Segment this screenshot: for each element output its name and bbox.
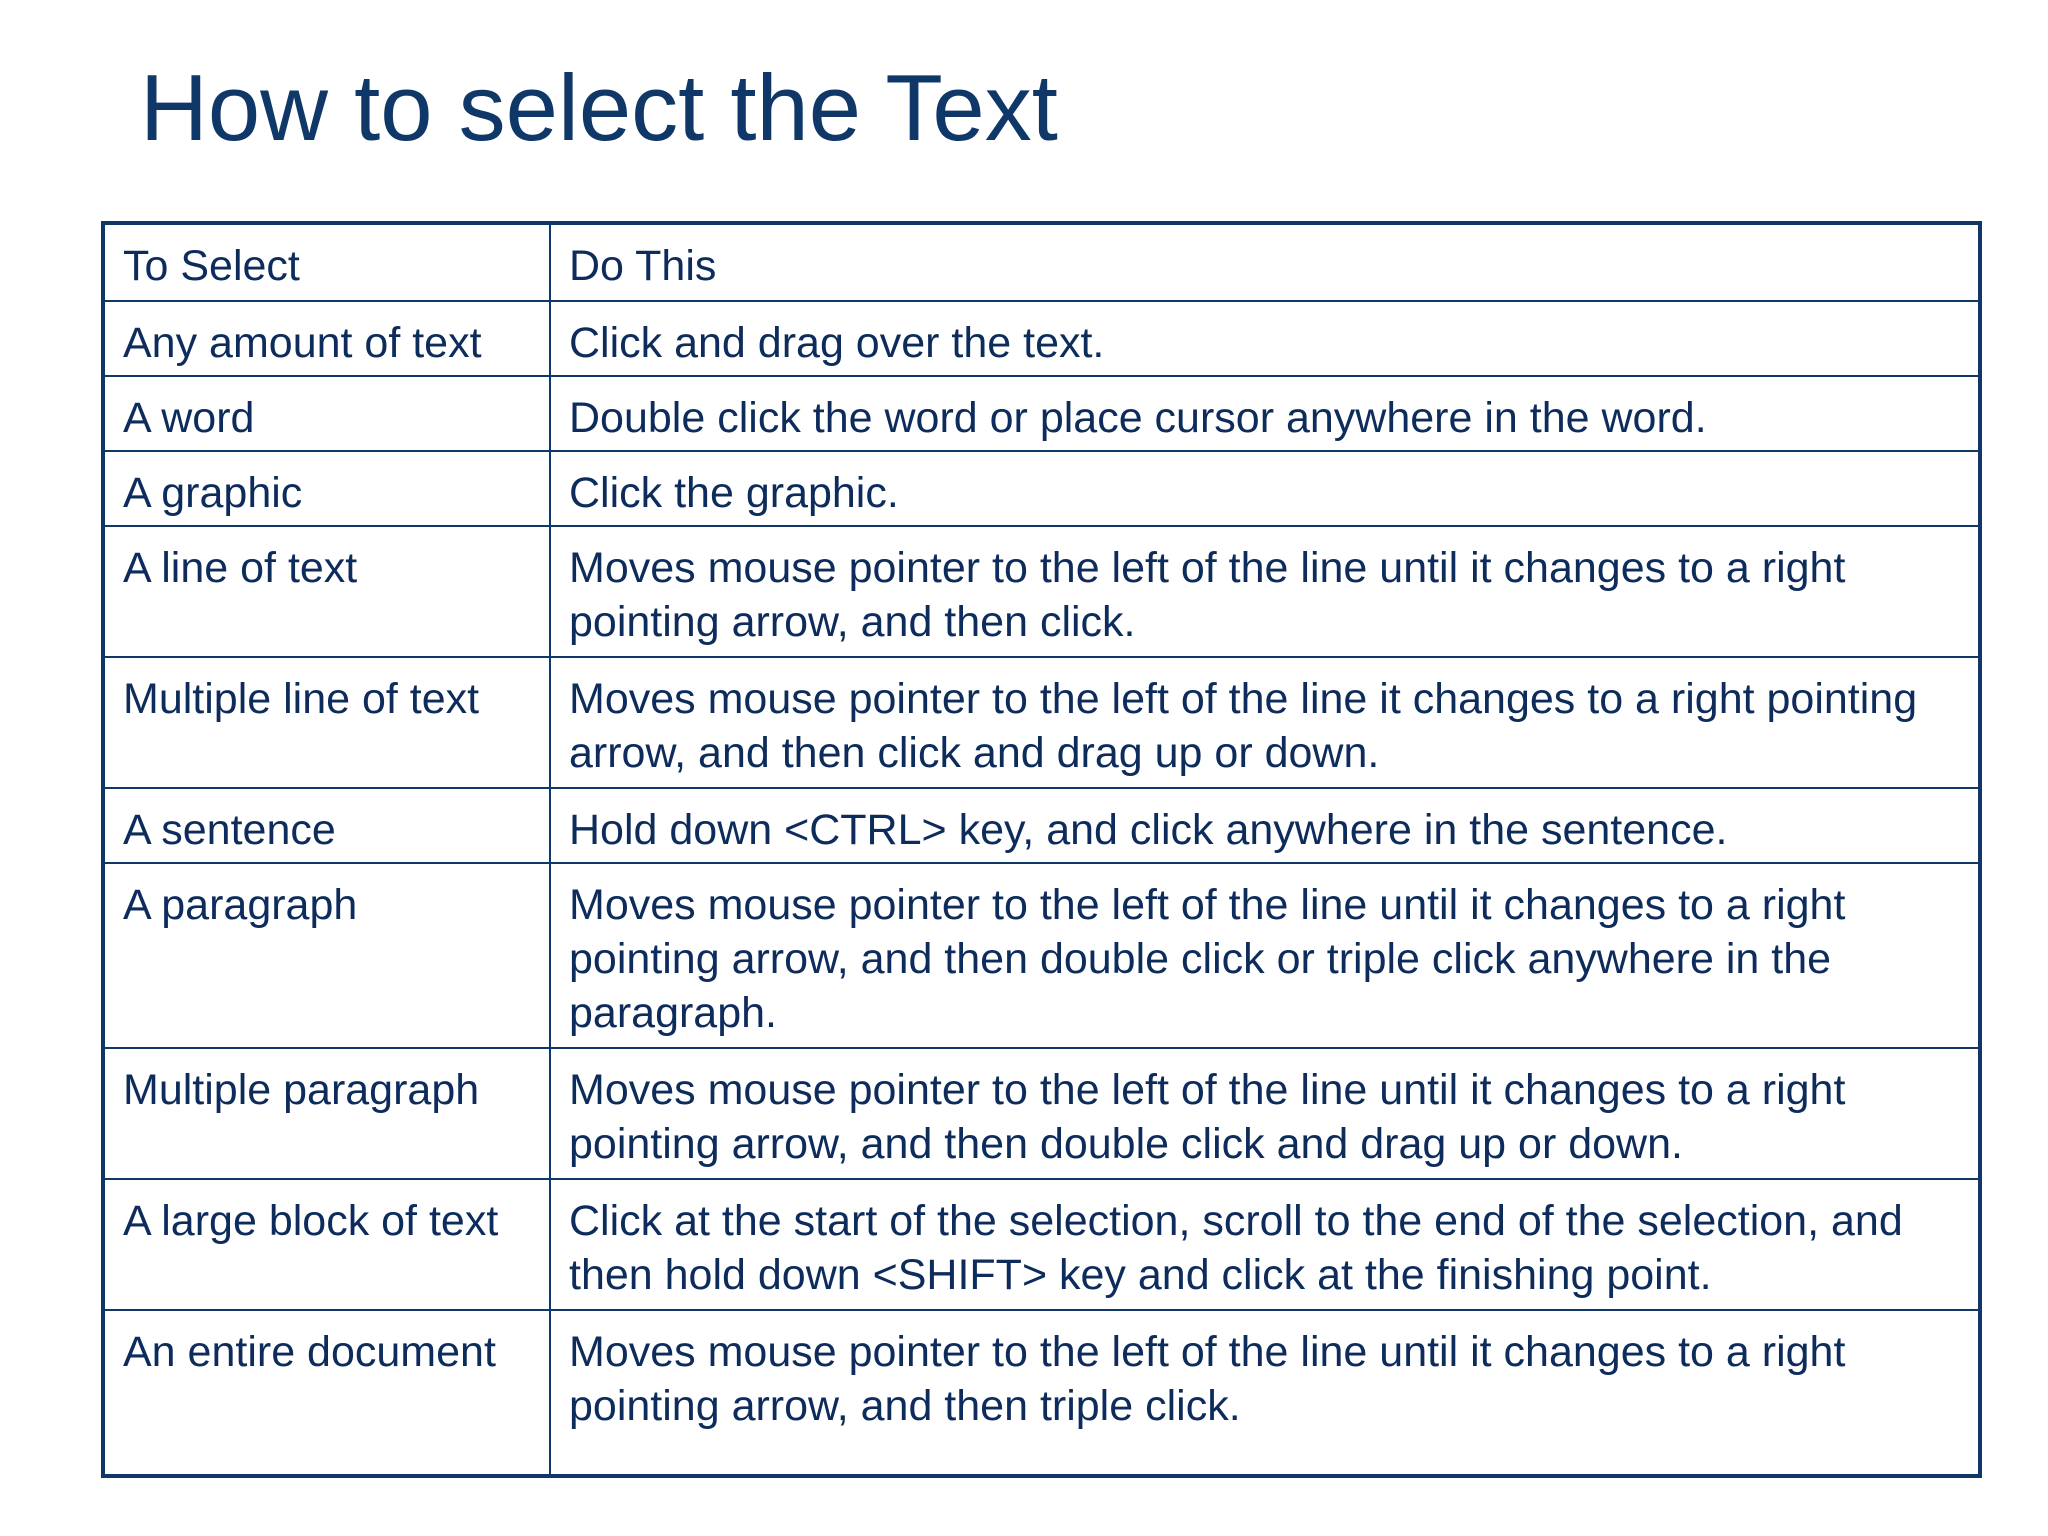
cell-to-select: Multiple line of text bbox=[105, 657, 550, 788]
cell-to-select: A word bbox=[105, 376, 550, 451]
slide-title: How to select the Text bbox=[140, 55, 1058, 160]
header-cell-to-select: To Select bbox=[105, 225, 550, 301]
cell-to-select: A large block of text bbox=[105, 1179, 550, 1310]
cell-to-select: A graphic bbox=[105, 451, 550, 526]
cell-do-this: Double click the word or place cursor anywhere in the word. bbox=[550, 376, 1978, 451]
cell-do-this: Moves mouse pointer to the left of the line it changes to a right pointing arrow, and then click and drag up or down. bbox=[550, 657, 1978, 788]
cell-to-select: Any amount of text bbox=[105, 301, 550, 376]
table-row bbox=[105, 1048, 1978, 1179]
header-cell-do-this: Do This bbox=[550, 225, 1978, 301]
selection-table-frame bbox=[101, 221, 1982, 1478]
cell-do-this: Hold down <CTRL> key, and click anywhere in the sentence. bbox=[550, 788, 1978, 863]
table-row bbox=[105, 526, 1978, 657]
cell-do-this: Click at the start of the selection, scroll to the end of the selection, and then hold down <SHIFT> key and click at the finishing point. bbox=[550, 1179, 1978, 1310]
table-row bbox=[105, 376, 1978, 451]
cell-do-this: Click and drag over the text. bbox=[550, 301, 1978, 376]
table-row bbox=[105, 863, 1978, 1048]
cell-do-this: Click the graphic. bbox=[550, 451, 1978, 526]
cell-to-select: An entire document bbox=[105, 1310, 550, 1474]
cell-to-select: Multiple paragraph bbox=[105, 1048, 550, 1179]
cell-to-select: A sentence bbox=[105, 788, 550, 863]
cell-to-select: A line of text bbox=[105, 526, 550, 657]
table-row bbox=[105, 451, 1978, 526]
cell-do-this: Moves mouse pointer to the left of the line until it changes to a right pointing arrow, and then double click and drag up or down. bbox=[550, 1048, 1978, 1179]
cell-do-this: Moves mouse pointer to the left of the line until it changes to a right pointing arrow, and then triple click. bbox=[550, 1310, 1978, 1474]
cell-to-select: A paragraph bbox=[105, 863, 550, 1048]
table-row bbox=[105, 788, 1978, 863]
cell-do-this: Moves mouse pointer to the left of the line until it changes to a right pointing arrow, and then click. bbox=[550, 526, 1978, 657]
table-row bbox=[105, 657, 1978, 788]
table-row bbox=[105, 1310, 1978, 1474]
cell-do-this: Moves mouse pointer to the left of the line until it changes to a right pointing arrow, and then double click or triple click anywhere in the paragraph. bbox=[550, 863, 1978, 1048]
table-row bbox=[105, 1179, 1978, 1310]
selection-table bbox=[105, 225, 1978, 1474]
table-row bbox=[105, 301, 1978, 376]
table-header-row bbox=[105, 225, 1978, 301]
